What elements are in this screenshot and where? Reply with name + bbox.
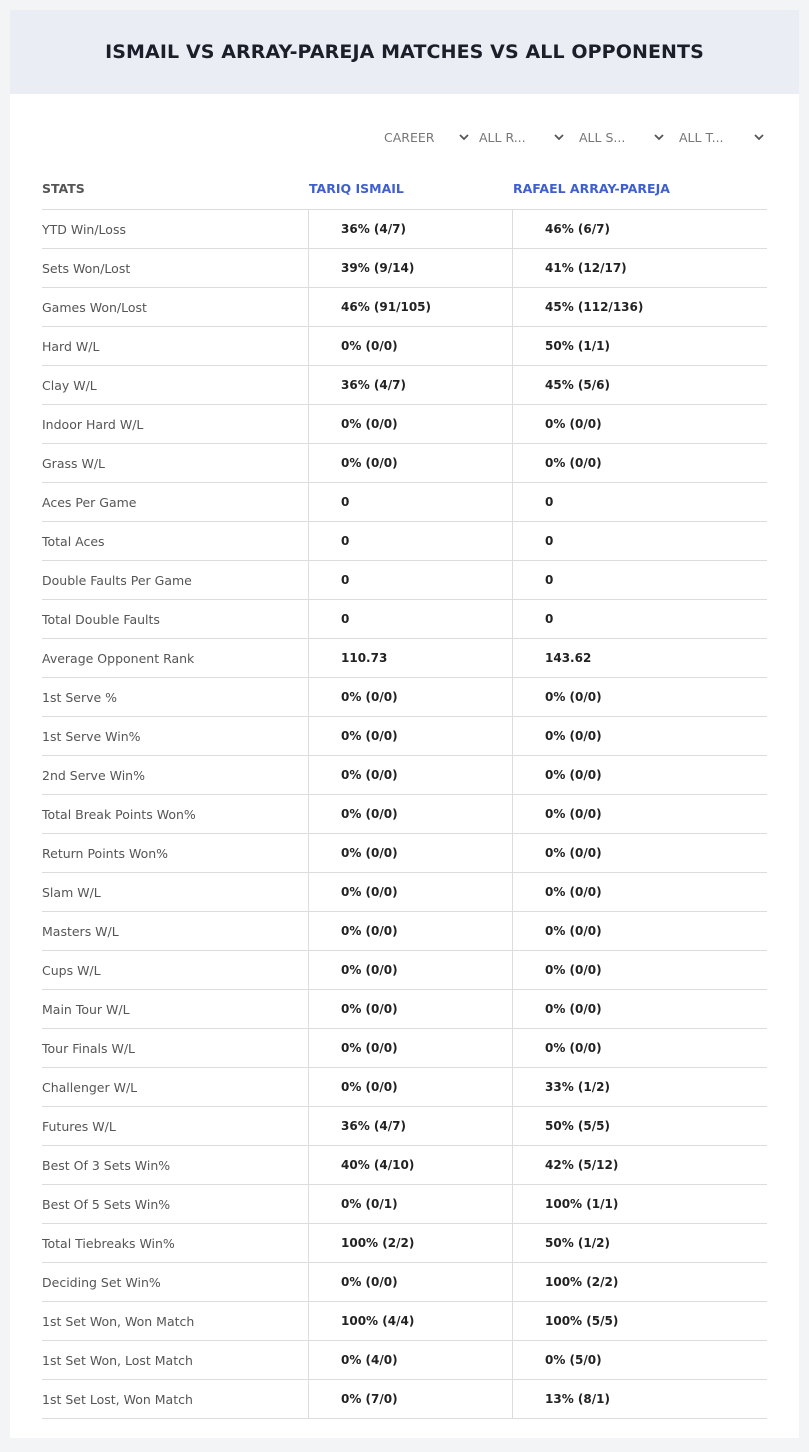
player2-value: 45% (112/136) <box>545 300 644 314</box>
player2-cell <box>512 1185 768 1223</box>
player2-cell <box>512 1068 768 1106</box>
player1-cell <box>308 834 513 872</box>
player1-cell <box>308 561 513 599</box>
table-row <box>42 678 767 717</box>
player2-cell <box>512 600 768 638</box>
player1-cell <box>308 1107 513 1145</box>
table-row <box>42 1380 767 1419</box>
table-row <box>42 990 767 1029</box>
player1-cell <box>308 1302 513 1340</box>
table-row <box>42 1263 767 1302</box>
player1-value: 0 <box>341 612 350 626</box>
player1-cell <box>308 327 513 365</box>
filter-bar <box>384 128 768 146</box>
player2-value: 0% (0/0) <box>545 690 602 704</box>
table-row <box>42 1302 767 1341</box>
stat-label: Total Tiebreaks Win% <box>42 1236 175 1251</box>
stat-label: Clay W/L <box>42 378 97 393</box>
player1-value: 0% (0/0) <box>341 963 398 977</box>
player1-value: 0% (0/0) <box>341 1041 398 1055</box>
player2-value: 0% (5/0) <box>545 1353 602 1367</box>
stat-label: Sets Won/Lost <box>42 261 131 276</box>
chevron-down-icon <box>553 131 565 143</box>
table-row <box>42 1029 767 1068</box>
player2-cell <box>512 1380 768 1418</box>
player1-cell <box>308 795 513 833</box>
table-row <box>42 600 767 639</box>
stat-label: Deciding Set Win% <box>42 1275 161 1290</box>
player1-cell <box>308 1029 513 1067</box>
player1-cell <box>308 1380 513 1418</box>
player2-cell <box>512 288 768 326</box>
player1-value: 0% (0/0) <box>341 924 398 938</box>
player2-value: 0% (0/0) <box>545 456 602 470</box>
player2-value: 50% (5/5) <box>545 1119 610 1133</box>
table-row <box>42 522 767 561</box>
player1-cell <box>308 249 513 287</box>
player2-cell <box>512 873 768 911</box>
table-row <box>42 249 767 288</box>
player1-value: 0% (0/0) <box>341 768 398 782</box>
player1-cell <box>308 1224 513 1262</box>
filter-label: ALL S... <box>579 130 626 145</box>
stat-label: Best Of 5 Sets Win% <box>42 1197 171 1212</box>
player1-value: 0% (0/0) <box>341 1080 398 1094</box>
player2-cell <box>512 327 768 365</box>
table-row <box>42 951 767 990</box>
player1-value: 0 <box>341 495 350 509</box>
table-row <box>42 639 767 678</box>
player1-value: 100% (4/4) <box>341 1314 415 1328</box>
player1-cell <box>308 444 513 482</box>
player2-value: 0 <box>545 612 554 626</box>
player2-value: 0% (0/0) <box>545 768 602 782</box>
stat-label: Challenger W/L <box>42 1080 138 1095</box>
player1-value: 0% (0/0) <box>341 807 398 821</box>
filter-rounds-select[interactable] <box>479 128 565 146</box>
player1-cell <box>308 1068 513 1106</box>
player1-value: 0% (7/0) <box>341 1392 398 1406</box>
player2-cell <box>512 249 768 287</box>
player2-value: 41% (12/17) <box>545 261 627 275</box>
player2-cell <box>512 522 768 560</box>
stat-label: Total Break Points Won% <box>42 807 196 822</box>
table-row <box>42 795 767 834</box>
player2-value: 13% (8/1) <box>545 1392 610 1406</box>
stat-label: Cups W/L <box>42 963 101 978</box>
player1-cell <box>308 210 513 248</box>
player2-value: 0 <box>545 573 554 587</box>
player1-cell <box>308 483 513 521</box>
player1-cell <box>308 522 513 560</box>
table-row <box>42 1107 767 1146</box>
player2-cell <box>512 1146 768 1184</box>
stat-label: Masters W/L <box>42 924 119 939</box>
player1-value: 110.73 <box>341 651 388 665</box>
page-title: ISMAIL VS ARRAY-PAREJA MATCHES VS ALL OPPONENTS <box>105 41 704 63</box>
player1-value: 36% (4/7) <box>341 222 406 236</box>
player2-value: 100% (2/2) <box>545 1275 619 1289</box>
player2-cell <box>512 1302 768 1340</box>
player2-cell <box>512 444 768 482</box>
player1-cell <box>308 990 513 1028</box>
player1-value: 46% (91/105) <box>341 300 431 314</box>
player2-value: 50% (1/1) <box>545 339 610 353</box>
player1-cell <box>308 912 513 950</box>
player1-value: 0 <box>341 573 350 587</box>
filter-career-select[interactable] <box>384 128 470 146</box>
player2-cell <box>512 795 768 833</box>
player2-value: 0% (0/0) <box>545 885 602 899</box>
player2-link[interactable]: RAFAEL ARRAY-PAREJA <box>513 181 670 196</box>
stat-label: 2nd Serve Win% <box>42 768 145 783</box>
stat-label: Slam W/L <box>42 885 101 900</box>
player1-value: 0% (0/0) <box>341 456 398 470</box>
filter-surfaces-select[interactable] <box>579 128 665 146</box>
stat-label: 1st Set Won, Won Match <box>42 1314 195 1329</box>
filter-label: ALL R... <box>479 130 526 145</box>
filter-label: CAREER <box>384 130 435 145</box>
player1-value: 36% (4/7) <box>341 1119 406 1133</box>
player2-cell <box>512 561 768 599</box>
player2-value: 143.62 <box>545 651 592 665</box>
player1-value: 0% (0/0) <box>341 1002 398 1016</box>
table-row <box>42 873 767 912</box>
player1-cell <box>308 288 513 326</box>
table-row <box>42 1068 767 1107</box>
player2-value: 0% (0/0) <box>545 963 602 977</box>
player1-value: 0% (0/0) <box>341 846 398 860</box>
stat-label: 1st Serve Win% <box>42 729 141 744</box>
stats-card <box>10 10 799 1438</box>
stat-label: Games Won/Lost <box>42 300 147 315</box>
player2-cell <box>512 1107 768 1145</box>
table-row <box>42 405 767 444</box>
stat-label: Total Aces <box>42 534 105 549</box>
table-row <box>42 717 767 756</box>
table-header <box>42 170 767 210</box>
stat-label: Aces Per Game <box>42 495 137 510</box>
player1-cell <box>308 1263 513 1301</box>
player1-value: 39% (9/14) <box>341 261 415 275</box>
player2-value: 0 <box>545 495 554 509</box>
player1-value: 0% (0/0) <box>341 729 398 743</box>
player2-cell <box>512 366 768 404</box>
player2-value: 0% (0/0) <box>545 846 602 860</box>
table-row <box>42 1146 767 1185</box>
player2-cell <box>512 717 768 755</box>
player2-cell <box>512 990 768 1028</box>
player2-cell <box>512 1029 768 1067</box>
player1-cell <box>308 366 513 404</box>
player2-cell <box>512 483 768 521</box>
stat-label: Hard W/L <box>42 339 100 354</box>
player1-cell <box>308 1146 513 1184</box>
player2-value: 0% (0/0) <box>545 924 602 938</box>
table-row <box>42 1185 767 1224</box>
stat-label: Grass W/L <box>42 456 106 471</box>
column-header-stats: STATS <box>42 181 85 196</box>
player1-cell <box>308 717 513 755</box>
player1-value: 100% (2/2) <box>341 1236 415 1250</box>
table-row <box>42 288 767 327</box>
table-row <box>42 366 767 405</box>
stat-label: 1st Set Lost, Won Match <box>42 1392 193 1407</box>
stat-label: 1st Serve % <box>42 690 118 705</box>
stat-label: Total Double Faults <box>42 612 160 627</box>
player1-cell <box>308 405 513 443</box>
player2-value: 0 <box>545 534 554 548</box>
player1-value: 0% (0/1) <box>341 1197 398 1211</box>
stats-table <box>42 170 767 1419</box>
player2-value: 42% (5/12) <box>545 1158 619 1172</box>
player1-cell <box>308 639 513 677</box>
chevron-down-icon <box>753 131 765 143</box>
card-header <box>10 10 799 94</box>
table-row <box>42 1341 767 1380</box>
stat-label: Main Tour W/L <box>42 1002 130 1017</box>
player2-cell <box>512 639 768 677</box>
stat-label: 1st Set Won, Lost Match <box>42 1353 193 1368</box>
player2-cell <box>512 1224 768 1262</box>
stat-label: YTD Win/Loss <box>42 222 126 237</box>
player2-cell <box>512 756 768 794</box>
player2-value: 0% (0/0) <box>545 1002 602 1016</box>
table-row <box>42 444 767 483</box>
table-body <box>42 210 767 1419</box>
player1-value: 0% (4/0) <box>341 1353 398 1367</box>
player1-value: 0% (0/0) <box>341 885 398 899</box>
chevron-down-icon <box>653 131 665 143</box>
player1-value: 0% (0/0) <box>341 417 398 431</box>
player2-cell <box>512 834 768 872</box>
stat-label: Indoor Hard W/L <box>42 417 144 432</box>
player1-link[interactable]: TARIQ ISMAIL <box>309 181 404 196</box>
player1-value: 0% (0/0) <box>341 690 398 704</box>
table-row <box>42 327 767 366</box>
player1-cell <box>308 756 513 794</box>
player2-value: 0% (0/0) <box>545 729 602 743</box>
player1-cell <box>308 1341 513 1379</box>
player1-cell <box>308 951 513 989</box>
player1-value: 36% (4/7) <box>341 378 406 392</box>
stat-label: Tour Finals W/L <box>42 1041 136 1056</box>
table-row <box>42 561 767 600</box>
player1-value: 0% (0/0) <box>341 1275 398 1289</box>
player2-value: 100% (1/1) <box>545 1197 619 1211</box>
player1-cell <box>308 600 513 638</box>
player2-value: 45% (5/6) <box>545 378 610 392</box>
player1-value: 40% (4/10) <box>341 1158 415 1172</box>
table-row <box>42 483 767 522</box>
chevron-down-icon <box>458 131 470 143</box>
player1-cell <box>308 1185 513 1223</box>
player2-value: 100% (5/5) <box>545 1314 619 1328</box>
stat-label: Return Points Won% <box>42 846 169 861</box>
player2-value: 33% (1/2) <box>545 1080 610 1094</box>
player2-value: 50% (1/2) <box>545 1236 610 1250</box>
player2-cell <box>512 405 768 443</box>
player1-value: 0% (0/0) <box>341 339 398 353</box>
player2-cell <box>512 951 768 989</box>
player2-value: 0% (0/0) <box>545 807 602 821</box>
player2-value: 46% (6/7) <box>545 222 610 236</box>
table-row <box>42 912 767 951</box>
table-row <box>42 834 767 873</box>
player2-cell <box>512 210 768 248</box>
player2-value: 0% (0/0) <box>545 1041 602 1055</box>
table-row <box>42 1224 767 1263</box>
player2-cell <box>512 678 768 716</box>
filter-label: ALL T... <box>679 130 724 145</box>
player2-cell <box>512 912 768 950</box>
player2-value: 0% (0/0) <box>545 417 602 431</box>
stat-label: Best Of 3 Sets Win% <box>42 1158 171 1173</box>
player1-value: 0 <box>341 534 350 548</box>
filter-tournaments-select[interactable] <box>679 128 765 146</box>
stat-label: Double Faults Per Game <box>42 573 192 588</box>
stat-label: Average Opponent Rank <box>42 651 195 666</box>
player2-cell <box>512 1263 768 1301</box>
player2-cell <box>512 1341 768 1379</box>
player1-cell <box>308 678 513 716</box>
table-row <box>42 210 767 249</box>
player1-cell <box>308 873 513 911</box>
table-row <box>42 756 767 795</box>
stat-label: Futures W/L <box>42 1119 116 1134</box>
